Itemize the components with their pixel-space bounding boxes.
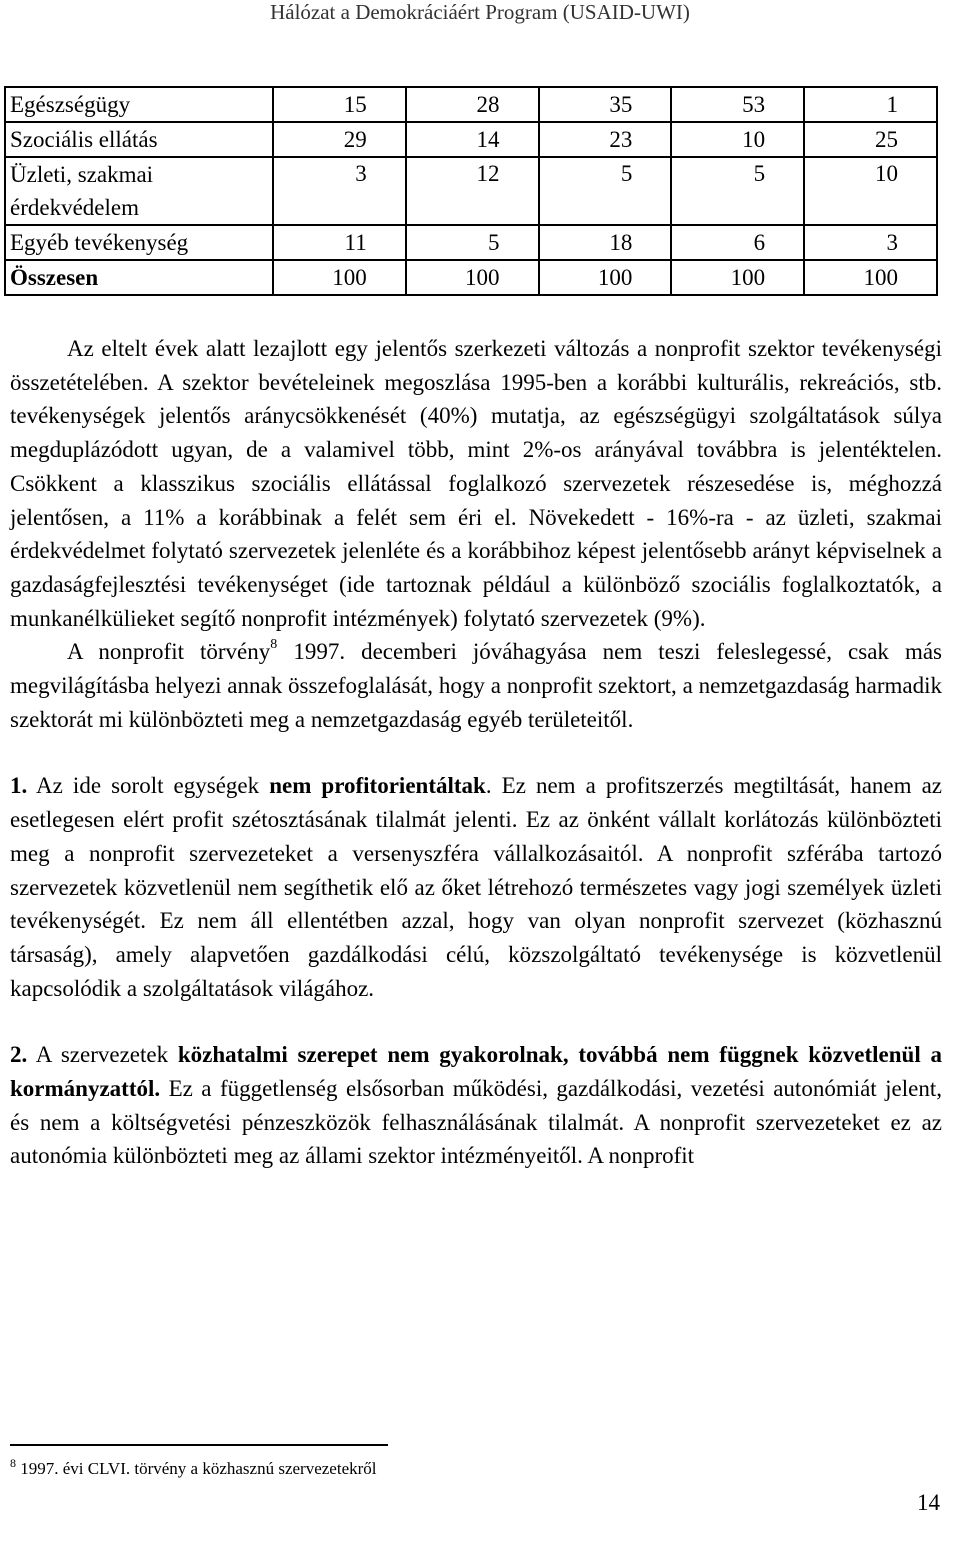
- footnote-marker: 8: [10, 1456, 16, 1470]
- table-cell: 14: [406, 122, 539, 157]
- table-cell: 29: [273, 122, 406, 157]
- row-label: Egészségügy: [5, 87, 273, 122]
- text-run: 1997. decemberi jóváhagyása nem teszi feleslegessé, csak más megvilágításba helyezi annak összefoglalását, hogy a nonprofit szektort, a nemzetgazdaság harmadik szektorát mi különbözteti meg a nemzetgazdaság egyéb területeitől.: [10, 639, 943, 732]
- table-cell: 5: [539, 157, 672, 225]
- text-run: Ez a függetlenség elsősorban működési, gazdálkodási, vezetési autonómiát jelent, és nem a költségvetési pénzeszközök felhasználásának tilalmát. A nonprofit szervezeteket ez az autonómia különbözteti meg az állami szektor intézményeitől. A nonprofit: [10, 1076, 942, 1169]
- page-number: 14: [917, 1490, 940, 1515]
- table-cell: 10: [804, 157, 937, 225]
- table-row: [5, 225, 937, 260]
- table-cell: 35: [539, 87, 672, 122]
- table-cell: 100: [273, 260, 406, 295]
- table-cell: 3: [804, 225, 937, 260]
- table-cell: 12: [406, 157, 539, 225]
- statistics-table: [4, 86, 938, 296]
- row-label-line: érdekvédelem: [10, 195, 139, 220]
- table-cell: 53: [671, 87, 804, 122]
- row-label: Összesen: [5, 260, 273, 295]
- paragraph: Az eltelt évek alatt lezajlott egy jelentős szerkezeti változás a nonprofit szektor tevékenységi összetételében. A szektor bevételeinek megoszlása 1995-ben a korábbi kulturális, rekreációs, stb. tevékenységek jelentős aránycsökkenését (40%) mutatja, az egészségügyi szolgáltatások súlya megduplázódott ugyan, de a valamivel több, mint 2%-os arányával továbbra is jelentéktelen. Csökkent a klasszikus szociális ellátással foglalkozó szervezetek részesedése is, méghozzá jelentősen, a 11% a korábbinak a felét sem éri el. Növekedett - 16%-ra - az üzleti, szakmai érdekvédelmet folytató szervezetek jelenléte és a korábbihoz képest jelentősebb arányt képviselnek a gazdaságfejlesztési tevékenységet (ide tartoznak például a különböző szociális foglalkoztatók, a munkanélkülieket segítő nonprofit intézmények) folytató szervezetek (9%).: [10, 336, 942, 631]
- paragraph: [10, 1038, 942, 1173]
- running-header: Hálózat a Demokráciáért Program (USAID-UWI): [270, 0, 690, 24]
- text-run: A nonprofit törvény: [67, 639, 271, 665]
- emphasis: közhatalmi szerepet nem gyakorolnak, továbbá nem függnek közvetlenül a kormányzattól.: [10, 1042, 943, 1102]
- table-cell: 5: [406, 225, 539, 260]
- row-label: Szociális ellátás: [5, 122, 273, 157]
- table-row: [5, 87, 937, 122]
- footnote-text: 1997. évi CLVI. törvény a közhasznú szervezetekről: [16, 1459, 377, 1478]
- table-row-total: [5, 260, 937, 295]
- list-number: 2.: [10, 1042, 28, 1068]
- table-cell: 1: [804, 87, 937, 122]
- table-cell: 100: [804, 260, 937, 295]
- table-cell: 3: [273, 157, 406, 225]
- table-cell: 25: [804, 122, 937, 157]
- text-run: . Ez nem a profitszerzés megtiltását, hanem az esetlegesen elért profit szétosztásának tilalmát jelenti. Ez az önként vállalt korlátozás különbözteti meg a nonprofit szervezeteket a versenyszféra vállalkozásaitól. A nonprofit szférába tartozó szervezetek közvetlenül nem segíthetik elő az őket létrehozó természetes vagy jogi személyek üzleti tevékenységét. Ez nem áll ellentétben azzal, hogy van olyan nonprofit szervezet (közhasznú társaság), amely alapvetően gazdálkodási célú, közszolgáltató tevékenysége is közvetlenül kapcsolódik a szolgáltatások világához.: [10, 773, 942, 1001]
- body-text: [10, 332, 942, 1173]
- row-label: Egyéb tevékenység: [5, 225, 273, 260]
- table-cell: 100: [539, 260, 672, 295]
- emphasis: nem profitorientáltak: [269, 773, 486, 799]
- footnote-reference: 8: [270, 637, 278, 653]
- text-run: Az ide sorolt egységek: [27, 773, 270, 799]
- table-row: [5, 157, 937, 225]
- paragraph: [10, 769, 942, 1005]
- table-cell: 15: [273, 87, 406, 122]
- table-cell: 100: [671, 260, 804, 295]
- table-cell: 23: [539, 122, 672, 157]
- row-label: [5, 157, 273, 225]
- table-cell: 6: [671, 225, 804, 260]
- table-cell: 28: [406, 87, 539, 122]
- list-number: 1.: [10, 773, 28, 799]
- table-cell: 10: [671, 122, 804, 157]
- paragraph: [10, 635, 942, 736]
- footnote-divider: [10, 1444, 388, 1446]
- row-label-line: Üzleti, szakmai: [10, 162, 154, 187]
- table-cell: 18: [539, 225, 672, 260]
- footnote: [10, 1458, 377, 1480]
- table-cell: 100: [406, 260, 539, 295]
- table-cell: 5: [671, 157, 804, 225]
- text-run: A szervezetek: [27, 1042, 178, 1068]
- table-row: [5, 122, 937, 157]
- table-cell: 11: [273, 225, 406, 260]
